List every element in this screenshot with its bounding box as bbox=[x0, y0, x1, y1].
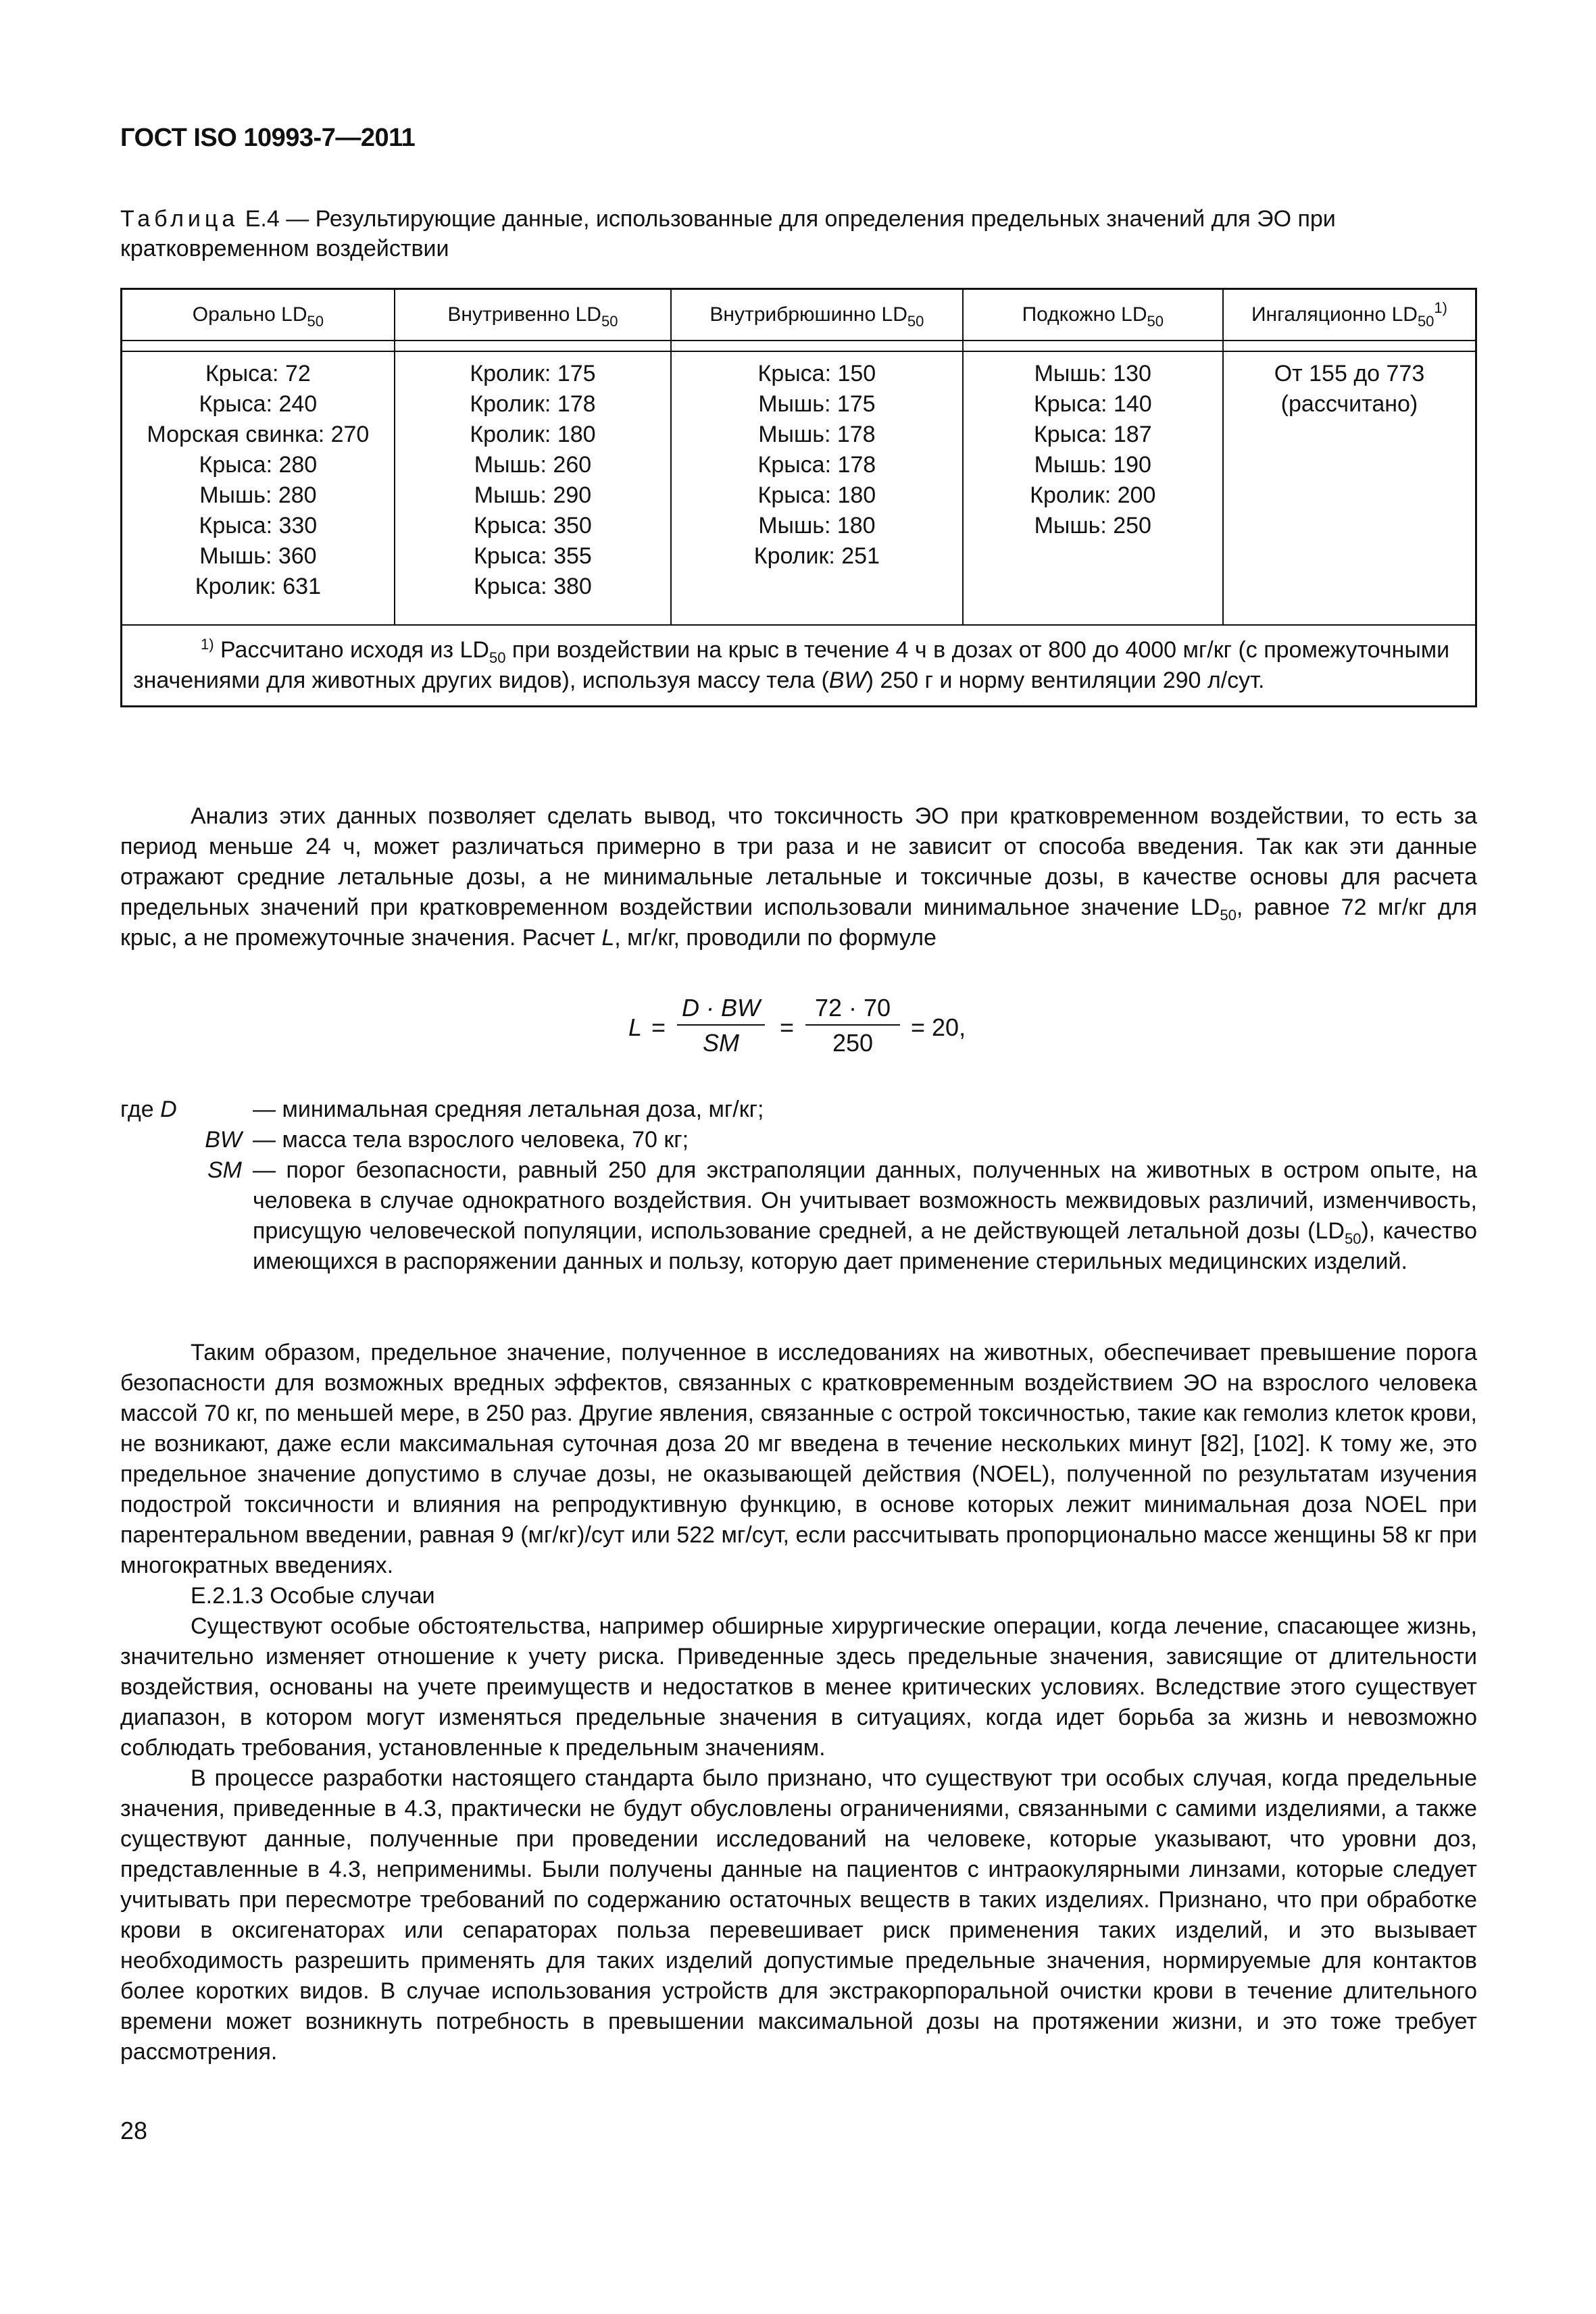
formula-fraction-symbolic: $\frac{D \cdot BW}{SM}$ bbox=[677, 993, 765, 1058]
formula-legend bbox=[120, 1095, 1477, 1277]
section-heading: Е.2.1.3 Особые случаи bbox=[191, 1583, 435, 1609]
table-cell-oral: Крыса: 72 Крыса: 240 Морская свинка: 270 Крыса: 280 Мышь: 280 Крыса: 330 Мышь: 360 Кролик: 631 bbox=[122, 351, 395, 625]
legend-item-d: где D — минимальная средняя летальная доза, мг/кг; bbox=[120, 1097, 764, 1122]
table-caption bbox=[120, 204, 1476, 263]
document-header: ГОСТ ISO 10993-7—2011 bbox=[120, 124, 416, 152]
page-number: 28 bbox=[120, 2117, 148, 2144]
column-header-subcutaneous: Подкожно $LD_{50}$ bbox=[963, 289, 1223, 341]
paragraph-analysis: Анализ этих данных позволяет сделать вывод, что токсичность ЭО при кратковременном воздействии, то есть за период меньше 24 ч, может различаться примерно в три раза и не зависит от способа введения. Так как эти данные отражают средние летальные дозы, а не минимальные летальные и токсичные дозы, в качестве основы для расчета предельных значений при кратковременном воздействии использовали минимальное значение $LD_{50}$, равное 72 мг/кг для крыс, а не промежуточные значения. Расчет L, мг/кг, проводили по формуле bbox=[120, 803, 1477, 951]
table-cell-subcutaneous: Мышь: 130 Крыса: 140 Крыса: 187 Мышь: 190 Кролик: 200 Мышь: 250 bbox=[963, 351, 1223, 625]
legend-item-sm: SM — порог безопасности, равный 250 для экстраполяции данных, полученных на животных в остром опыте, на человека в случае однократного воздействия. Он учитывает возможность межвидовых различий, изменчивость, присущую человеческой популяции, использование средней, а не действующей летальной дозы $(LD_{50})$, качество имеющихся в распоряжении данных и пользу, которую дает применение стерильных медицинских изделий. bbox=[207, 1157, 1477, 1274]
table-cell-intravenous: Кролик: 175 Кролик: 178 Кролик: 180 Мышь: 260 Мышь: 290 Крыса: 350 Крыса: 355 Крыса: 380 bbox=[395, 351, 671, 625]
column-header-intravenous: Внутривенно $LD_{50}$ bbox=[395, 289, 671, 341]
table-header-row bbox=[122, 289, 1476, 341]
formula-equals-2: = bbox=[780, 1013, 795, 1041]
column-header-inhalation: Ингаляционно $LD_{50}^{1)}$ bbox=[1223, 289, 1476, 341]
table-footnote-row bbox=[122, 625, 1476, 707]
paragraph-special-cases: Существуют особые обстоятельства, например обширные хирургические операции, когда лечение, спасающее жизнь, значительно изменяет отношение к учету риска. Приведенные здесь предельные значения, зависящие от длительности воздействия, основаны на учете преимуществ и недостатков в менее критических условиях. Вследствие этого существует диапазон, в котором могут изменяться предельные значения в ситуациях, когда идет борьба за жизнь и невозможно соблюдать требования, установленные к предельным значениям. bbox=[120, 1613, 1477, 1761]
table-row bbox=[122, 351, 1476, 625]
formula-result: = 20, bbox=[911, 1013, 966, 1041]
table-footnote: $^{1)}$ Рассчитано исходя из $LD_{50}$ при воздействии на крыс в течение 4 ч в дозах от 800 до 4000 мг/кг (с промежуточными значениями для животных других видов), используя массу тела (BW) 250 г и норму вентиляции 290 л/сут. bbox=[122, 625, 1476, 707]
column-header-oral: Орально $LD_{50}$ bbox=[122, 289, 395, 341]
results-table bbox=[120, 288, 1477, 707]
table-cell-inhalation: От 155 до 773 (рассчитано) bbox=[1223, 351, 1476, 625]
legend-item-bw: BW — масса тела взрослого человека, 70 кг; bbox=[205, 1127, 689, 1153]
table-caption-prefix: Таблица bbox=[120, 206, 239, 232]
body-text bbox=[120, 1338, 1477, 2067]
column-header-intraperitoneal: Внутрибрюшинно $LD_{50}$ bbox=[671, 289, 962, 341]
table-gap-row bbox=[122, 341, 1476, 351]
formula-equals: = bbox=[651, 1013, 666, 1041]
paragraph-development: В процессе разработки настоящего стандарта было признано, что существуют три особых случая, когда предельные значения, приведенные в 4.3, практически не будут обусловлены ограничениями, связанными с самими изделиями, а также существуют данные, полученные при проведении исследований на человеке, которые указывают, что уровни доз, представленные в 4.3, неприменимы. Были получены данные на пациентов с интраокулярными линзами, которые следует учитывать при пересмотре требований по содержанию остаточных веществ в таких изделиях. Признано, что при обработке крови в оксигенаторах или сепараторах польза перевешивает риск применения таких изделий, и это вызывает необходимость разрешить применять для таких изделий допустимые предельные значения, нормируемые для контактов более коротких видов. В случае использования устройств для экстракорпоральной очистки крови в течение длительного времени может возникнуть потребность в превышении максимальной дозы на протяжении жизни, и это тоже требует рассмотрения. bbox=[120, 1765, 1477, 2065]
formula-lhs: L bbox=[628, 1013, 643, 1041]
table-caption-text: Е.4 — Результирующие данные, использованные для определения предельных значений для ЭО при кратковременном воздействии bbox=[120, 206, 1336, 261]
formula-fraction-numeric: $\frac{72 \cdot 70}{250}$ bbox=[805, 993, 900, 1058]
table-cell-intraperitoneal: Крыса: 150 Мышь: 175 Мышь: 178 Крыса: 178 Крыса: 180 Мышь: 180 Кролик: 251 bbox=[671, 351, 962, 625]
paragraph-conclusion: Таким образом, предельное значение, полученное в исследованиях на животных, обеспечивает превышение порога безопасности для возможных вредных эффектов, связанных с кратковременным воздействием ЭО на взрослого человека массой 70 кг, по меньшей мере, в 250 раз. Другие явления, связанные с острой токсичностью, такие как гемолиз клеток крови, не возникают, даже если максимальная суточная доза 20 мг введена в течение нескольких минут [82], [102]. К тому же, это предельное значение допустимо в случае дозы, не оказывающей действия (NOEL), полученной по результатам изучения подострой токсичности и влияния на репродуктивную функцию, в основе которых лежит минимальная доза NOEL при парентеральном введении, равная 9 (мг/кг)/сут или 522 мг/сут, если рассчитывать пропорционально массе женщины 58 кг при многократных введениях. bbox=[120, 1340, 1477, 1578]
